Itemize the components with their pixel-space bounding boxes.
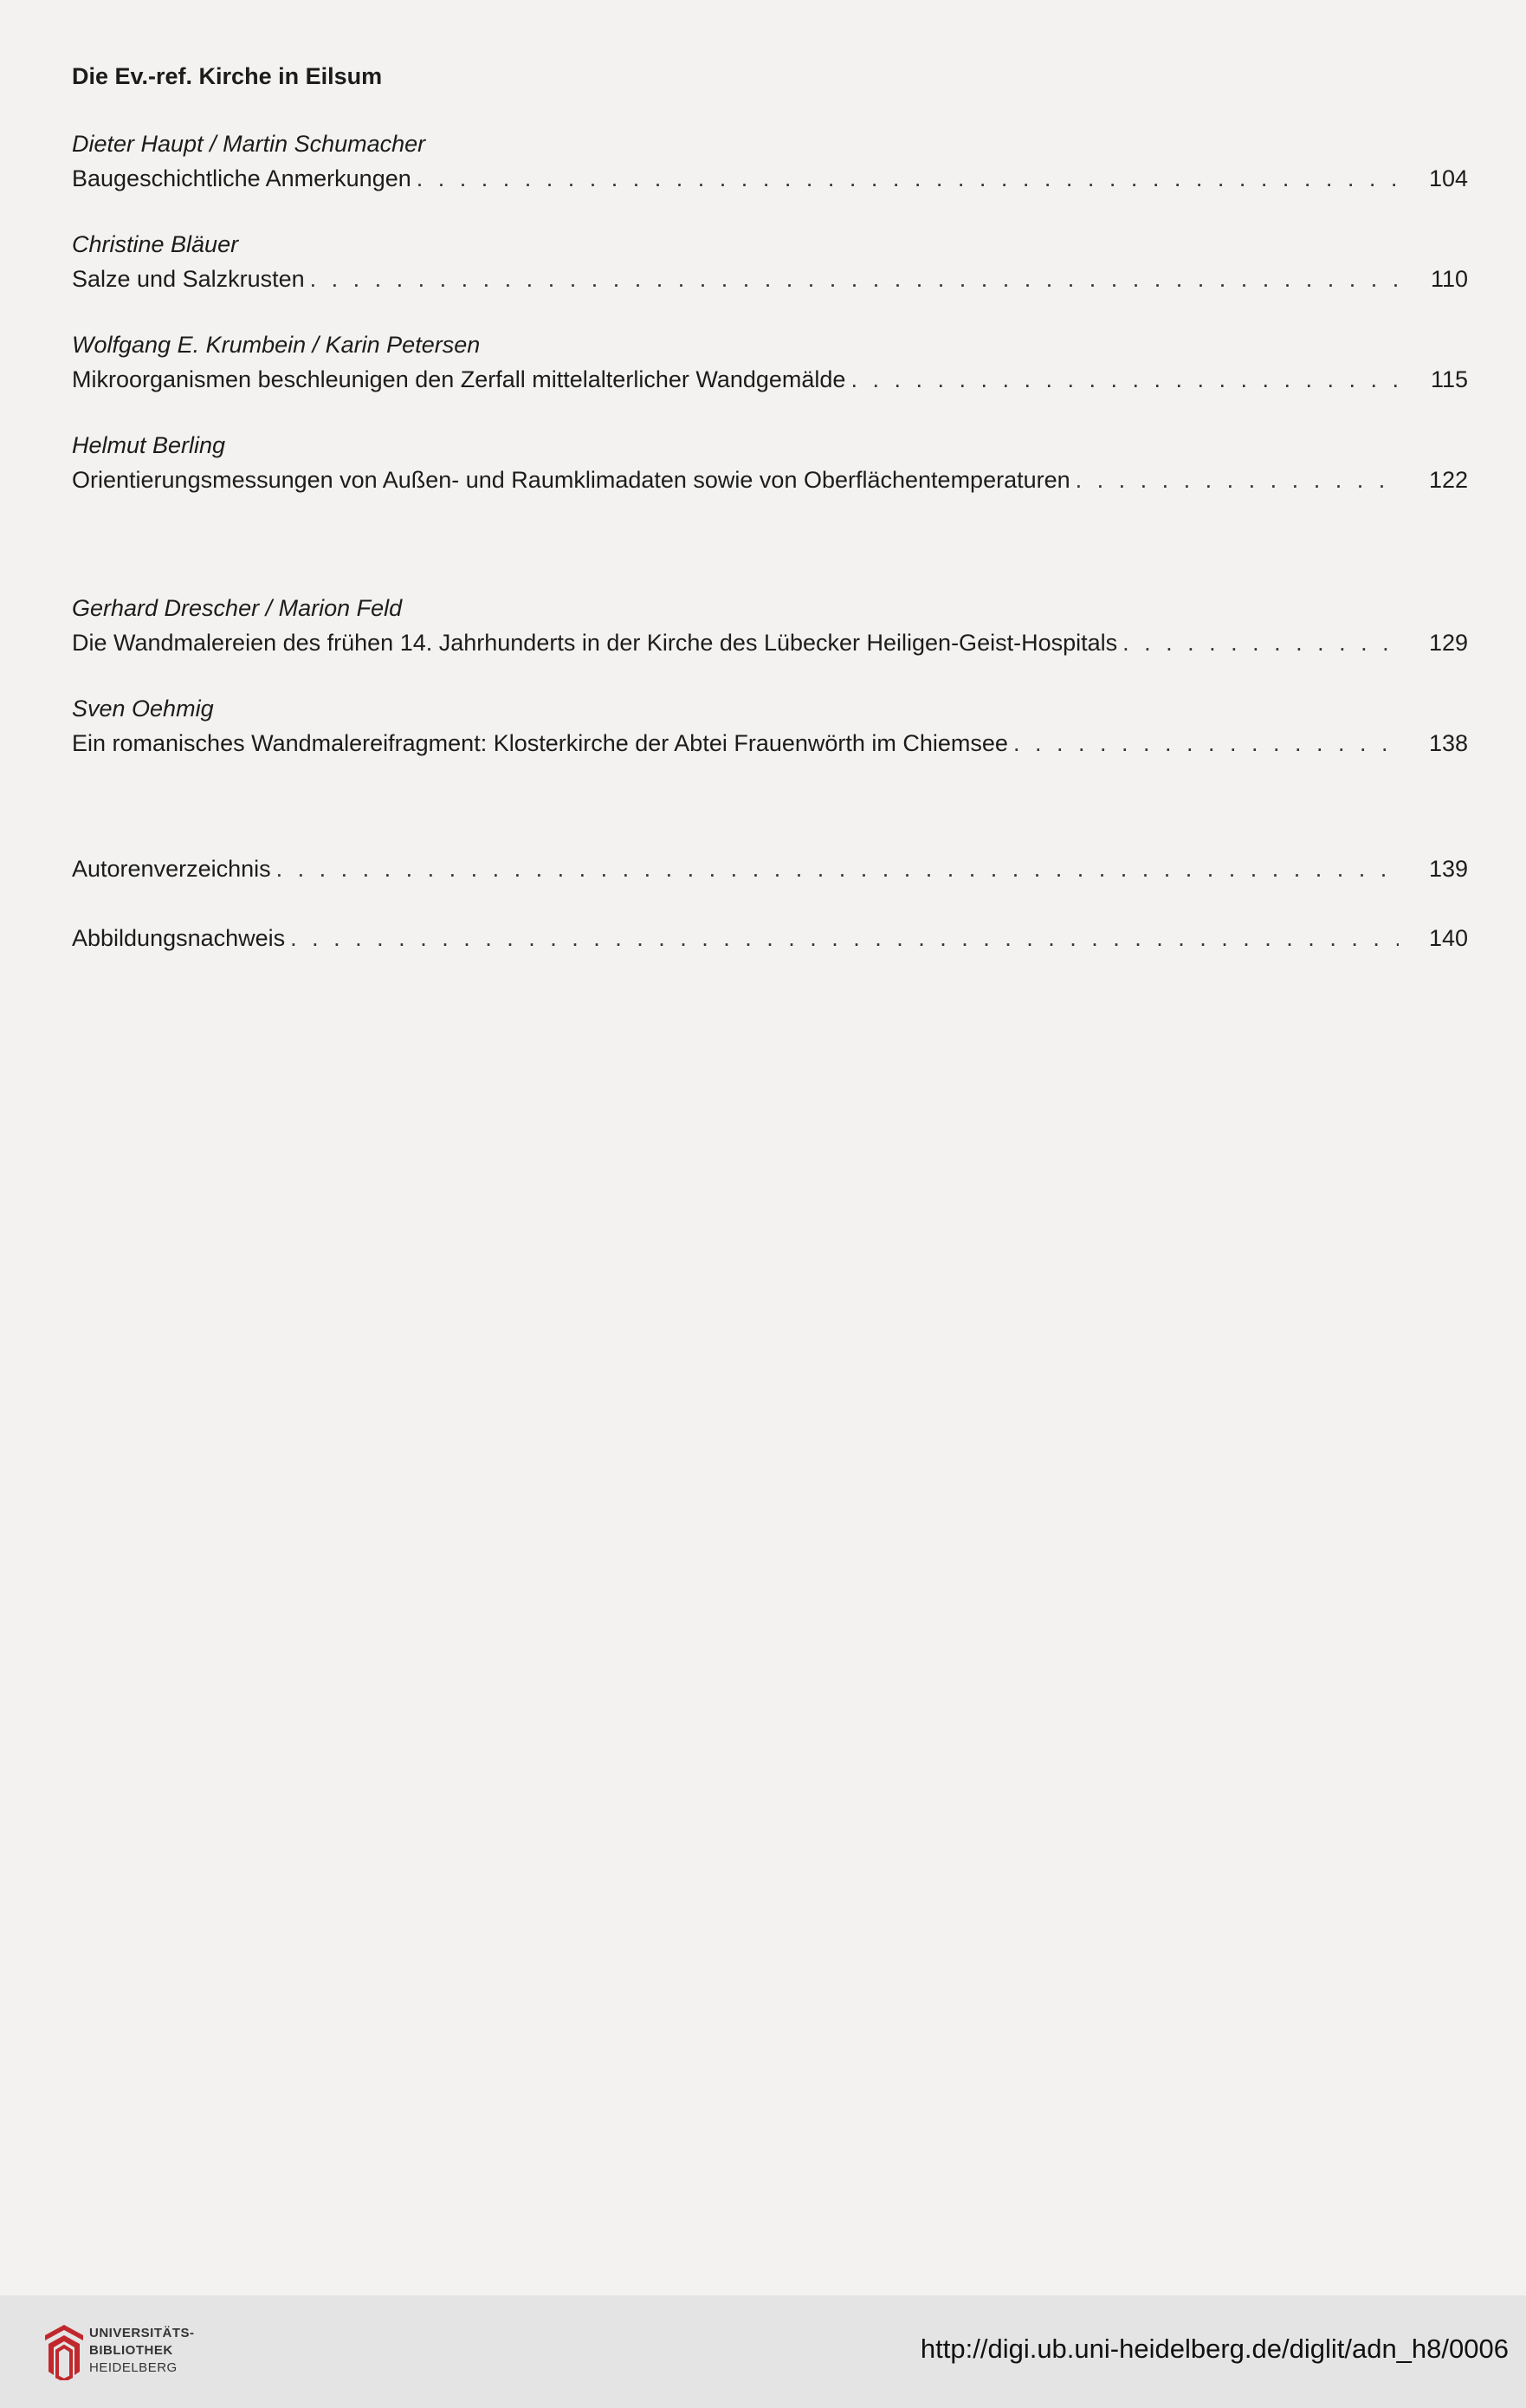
entry-page-number: 139 (1428, 856, 1468, 882)
dot-leader (290, 921, 1399, 955)
section-heading: Die Ev.-ref. Kirche in Eilsum (72, 63, 383, 89)
entry-page-number: 140 (1428, 925, 1468, 951)
entry-page-number: 122 (1428, 467, 1468, 493)
entry-page-number: 104 (1428, 165, 1468, 191)
source-url-link[interactable]: http://digi.ub.uni-heidelberg.de/diglit/adn_h8/0006 (920, 2334, 1509, 2364)
entry-title: Ein romanisches Wandmalereifragment: Klosterkirche der Abtei Frauenwörth im Chiemsee (72, 730, 1008, 756)
entry-line[interactable] (72, 726, 1468, 761)
entry-line[interactable] (72, 161, 1468, 196)
dot-leader (276, 851, 1399, 886)
entry-page-number: 115 (1430, 366, 1468, 392)
entry-title: Mikroorganismen beschleunigen den Zerfall mittelalterlicher Wandgemälde (72, 366, 846, 392)
entry-page-number: 110 (1430, 266, 1468, 292)
library-name-line: HEIDELBERG (89, 2360, 178, 2375)
entry-author: Wolfgang E. Krumbein / Karin Petersen (72, 332, 481, 358)
toc-entry (72, 126, 1468, 196)
library-name (89, 2325, 195, 2377)
toc-entry (72, 428, 1468, 497)
toc-entry (72, 591, 1468, 660)
entry-author: Dieter Haupt / Martin Schumacher (72, 131, 426, 157)
entry-page-number: 129 (1428, 630, 1468, 656)
back-matter-entry (72, 921, 1468, 955)
entry-line[interactable] (72, 362, 1468, 397)
dot-leader (1076, 463, 1399, 497)
entry-title: Baugeschichtliche Anmerkungen (72, 165, 411, 191)
entry-author: Gerhard Drescher / Marion Feld (72, 595, 403, 621)
library-name-line: BIBLIOTHEK (89, 2343, 173, 2358)
dot-leader (850, 362, 1399, 397)
entry-title: Salze und Salzkrusten (72, 266, 305, 292)
toc-entry (72, 327, 1468, 397)
table-of-contents (72, 59, 1468, 955)
entry-author: Sven Oehmig (72, 696, 214, 722)
entry-line[interactable] (72, 625, 1468, 660)
library-name-line: UNIVERSITÄTS- (89, 2326, 195, 2340)
library-logo-icon (38, 2320, 90, 2380)
toc-entry (72, 227, 1468, 296)
entry-page-number: 138 (1428, 730, 1468, 756)
entry-title: Autorenverzeichnis (72, 856, 271, 882)
dot-leader (417, 161, 1399, 196)
back-matter-entry (72, 851, 1468, 886)
dot-leader (1013, 726, 1399, 761)
entry-author: Christine Bläuer (72, 231, 239, 257)
toc-entry (72, 691, 1468, 761)
entry-line[interactable] (72, 851, 1468, 886)
viewer-footer (0, 2295, 1526, 2408)
entry-title: Die Wandmalereien des frühen 14. Jahrhunderts in der Kirche des Lübecker Heiligen-Geist-Hospitals (72, 630, 1118, 656)
entry-line[interactable] (72, 463, 1468, 497)
entry-title: Orientierungsmessungen von Außen- und Raumklimadaten sowie von Oberflächentemperaturen (72, 467, 1070, 493)
dot-leader (310, 262, 1399, 296)
entry-line[interactable] (72, 262, 1468, 296)
dot-leader (1122, 625, 1399, 660)
entry-author: Helmut Berling (72, 432, 226, 458)
entry-title: Abbildungsnachweis (72, 925, 286, 951)
entry-line[interactable] (72, 921, 1468, 955)
